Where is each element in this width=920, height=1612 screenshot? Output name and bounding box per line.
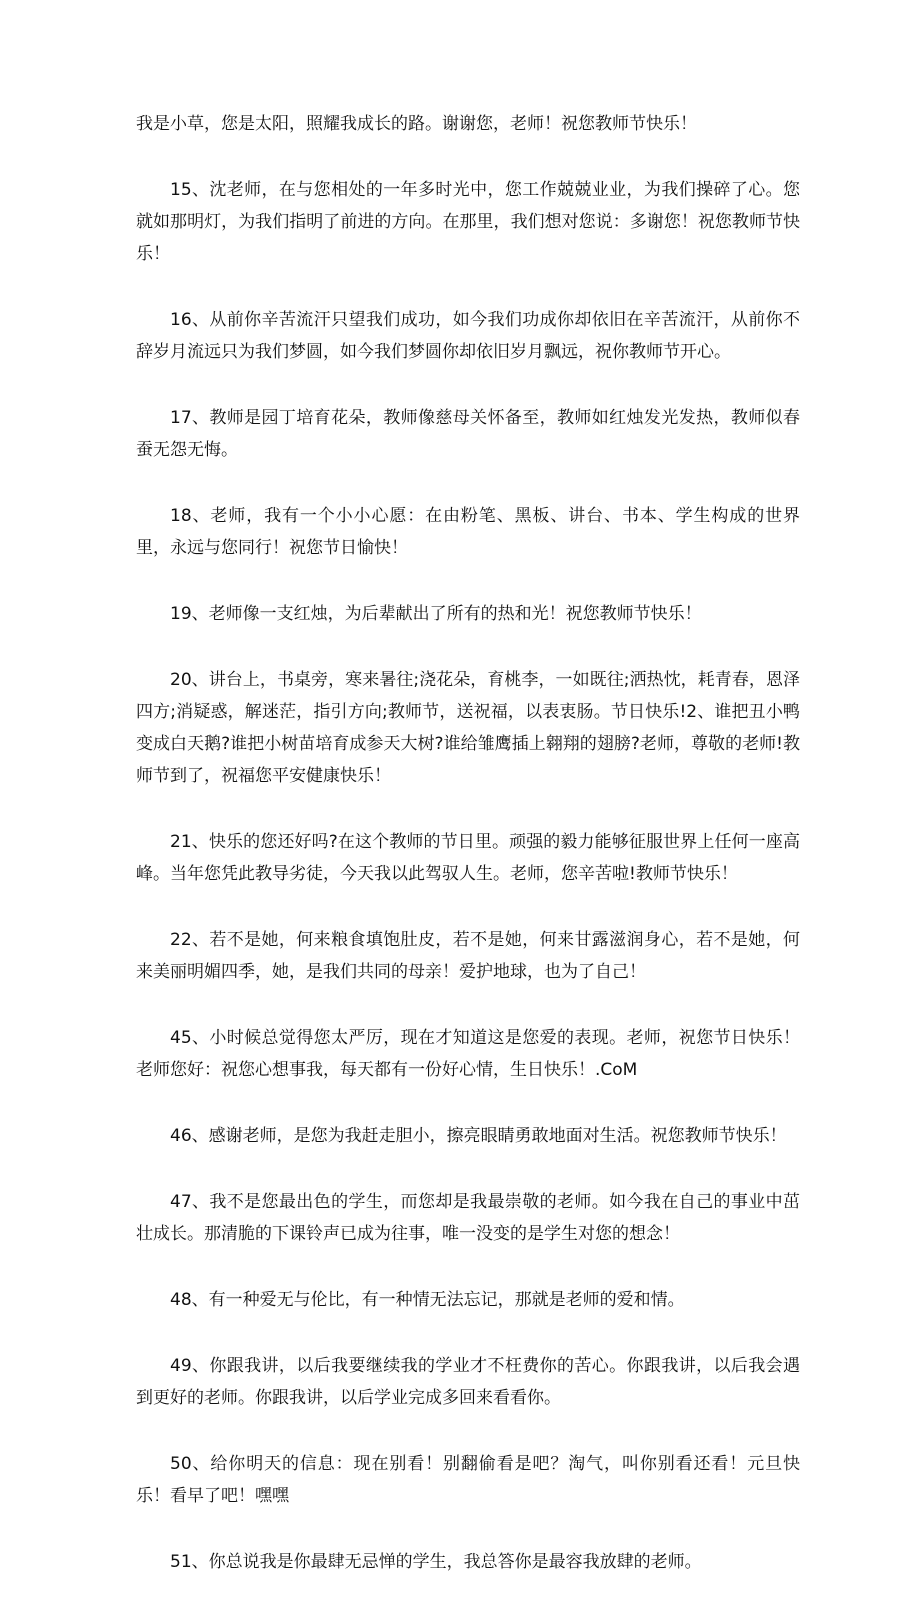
paragraph-continuation: 我是小草，您是太阳，照耀我成长的路。谢谢您，老师！祝您教师节快乐！ <box>136 114 697 134</box>
paragraph-46: 46、感谢老师，是您为我赶走胆小，擦亮眼睛勇敢地面对生活。祝您教师节快乐！ <box>170 1126 787 1146</box>
paragraph-19: 19、老师像一支红烛，为后辈献出了所有的热和光！祝您教师节快乐！ <box>170 604 702 624</box>
paragraph-20: 20、讲台上，书桌旁，寒来暑往;浇花朵，育桃李，一如既往;洒热忱，耗青春，恩泽四方;消疑惑，解迷茫，指引方向;教师节，送祝福，以表衷肠。节日快乐!2、谁把丑小鸭变成白天鹅?谁把小树苗培育成参天大树?谁给雏鹰插上翱翔的翅膀?老师，尊敬的老师!教师节到了，祝福您平安健康快乐！ <box>136 670 800 786</box>
paragraph-21: 21、快乐的您还好吗?在这个教师的节日里。顽强的毅力能够征服世界上任何一座高峰。当年您凭此教导劣徒，今天我以此驾驭人生。老师，您辛苦啦!教师节快乐！ <box>136 832 800 884</box>
paragraph-51: 51、你总说我是你最肆无忌惮的学生，我总答你是最容我放肆的老师。 <box>170 1552 702 1572</box>
document-body <box>136 108 800 1612</box>
paragraph-17: 17、教师是园丁培育花朵，教师像慈母关怀备至，教师如红烛发光发热，教师似春蚕无怨无悔。 <box>136 408 800 460</box>
paragraph-18: 18、老师，我有一个小小心愿：在由粉笔、黑板、讲台、书本、学生构成的世界里，永远与您同行！祝您节日愉快！ <box>136 506 800 558</box>
paragraph-45: 45、小时候总觉得您太严厉，现在才知道这是您爱的表现。老师，祝您节日快乐！老师您好：祝您心想事我，每天都有一份好心情，生日快乐！.CoM <box>136 1028 800 1080</box>
paragraph-49: 49、你跟我讲，以后我要继续我的学业才不枉费你的苦心。你跟我讲，以后我会遇到更好的老师。你跟我讲，以后学业完成多回来看看你。 <box>136 1356 800 1408</box>
paragraph-47: 47、我不是您最出色的学生，而您却是我最崇敬的老师。如今我在自己的事业中茁壮成长。那清脆的下课铃声已成为往事，唯一没变的是学生对您的想念！ <box>136 1192 800 1244</box>
paragraph-15: 15、沈老师，在与您相处的一年多时光中，您工作兢兢业业，为我们操碎了心。您就如那明灯，为我们指明了前进的方向。在那里，我们想对您说：多谢您！祝您教师节快乐！ <box>136 180 800 264</box>
paragraph-16: 16、从前你辛苦流汗只望我们成功，如今我们功成你却依旧在辛苦流汗，从前你不辞岁月流远只为我们梦圆，如今我们梦圆你却依旧岁月飘远，祝你教师节开心。 <box>136 310 800 362</box>
paragraph-48: 48、有一种爱无与伦比，有一种情无法忘记，那就是老师的爱和情。 <box>170 1290 685 1310</box>
paragraph-50: 50、给你明天的信息：现在别看！别翻偷看是吧？淘气，叫你别看还看！元旦快乐！看早了吧！嘿嘿 <box>136 1454 800 1506</box>
paragraph-22: 22、若不是她，何来粮食填饱肚皮，若不是她，何来甘露滋润身心，若不是她，何来美丽明媚四季，她，是我们共同的母亲！爱护地球，也为了自己！ <box>136 930 800 982</box>
